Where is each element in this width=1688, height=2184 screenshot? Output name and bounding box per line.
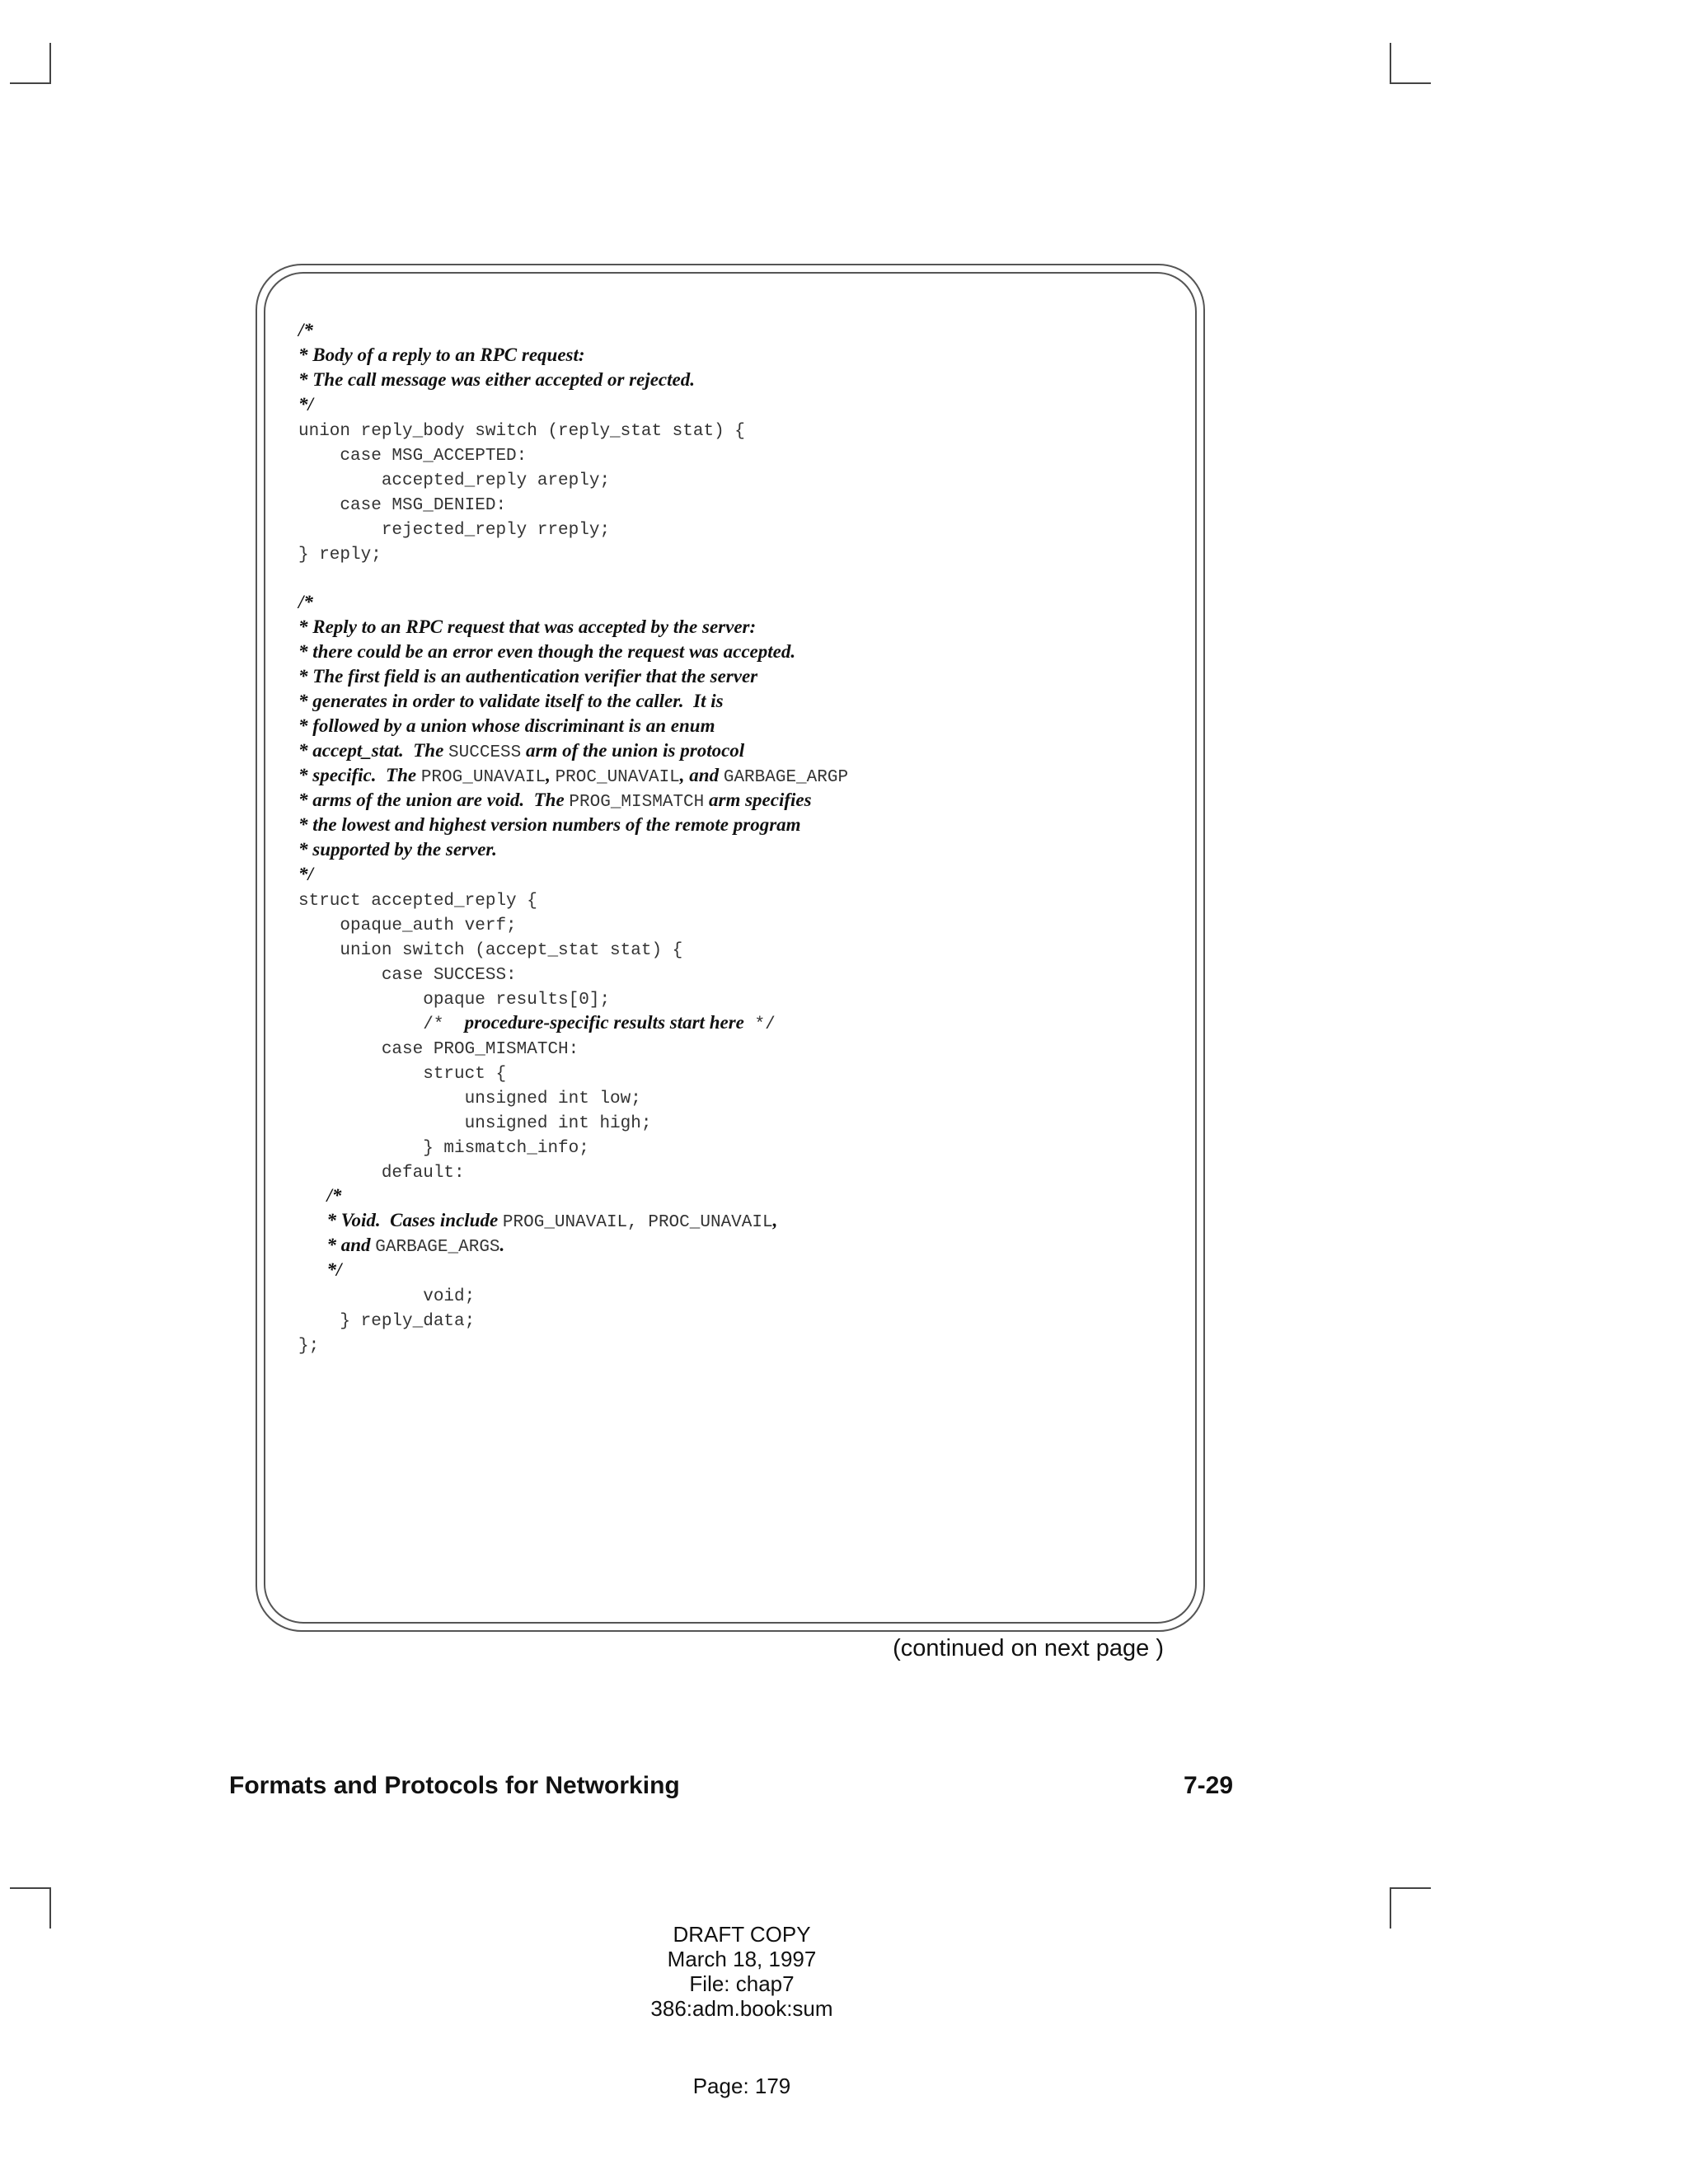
code-comment-text: */ — [298, 1259, 342, 1280]
code-line — [298, 466, 1172, 491]
code-line — [298, 1159, 1172, 1183]
code-line — [298, 1109, 1172, 1134]
code-line — [298, 738, 1172, 763]
crop-mark-bottom-left-vertical — [49, 1887, 51, 1929]
code-comment-text: * The first field is an authentication verifier that the server — [298, 666, 758, 687]
code-comment-text: . — [499, 1235, 505, 1255]
crop-mark-top-right-vertical — [1390, 43, 1391, 84]
code-line — [298, 1233, 1172, 1258]
crop-mark-bottom-right-vertical — [1390, 1887, 1391, 1929]
code-line — [298, 392, 1172, 417]
code-comment-text: /* — [298, 1185, 342, 1206]
code-text: struct { — [298, 1065, 507, 1084]
code-text: */ — [743, 1015, 776, 1034]
code-line — [298, 1010, 1172, 1035]
code-text: case SUCCESS: — [298, 966, 517, 985]
draft-file: File: chap7 — [689, 1971, 795, 1996]
code-line — [298, 640, 1172, 664]
draft-date: March 18, 1997 — [667, 1947, 817, 1971]
code-comment-text: , — [772, 1210, 778, 1230]
code-line — [298, 442, 1172, 466]
code-text: union reply_body switch (reply_stat stat) { — [298, 422, 745, 441]
draft-book-path: 386:adm.book:sum — [650, 1996, 833, 2021]
code-comment-text: * Void. Cases include — [298, 1210, 503, 1230]
code-line — [298, 714, 1172, 738]
code-line — [298, 1282, 1172, 1307]
code-line — [298, 788, 1172, 813]
continued-note: (continued on next page ) — [893, 1635, 1164, 1661]
code-line — [298, 516, 1172, 541]
code-comment-text: * generates in order to validate itself to the caller. It is — [298, 691, 724, 711]
code-comment-text: * accept_stat. The — [298, 740, 449, 761]
code-text: } reply_data; — [298, 1312, 476, 1331]
code-line — [298, 1085, 1172, 1109]
code-comment-text: /* — [298, 320, 313, 340]
code-line — [298, 1183, 1172, 1208]
code-line — [298, 664, 1172, 689]
code-comment-text: * supported by the server. — [298, 839, 497, 860]
code-comment-text: * followed by a union whose discriminant is an enum — [298, 715, 715, 736]
code-text: } mismatch_info; — [298, 1139, 589, 1158]
code-text: SUCCESS — [448, 743, 522, 762]
code-comment-text: * specific. The — [298, 765, 421, 785]
code-text: opaque results[0]; — [298, 991, 611, 1010]
code-text: unsigned int high; — [298, 1114, 652, 1133]
code-comment-text: * Body of a reply to an RPC request: — [298, 344, 585, 365]
code-text: GARBAGE_ARGP — [723, 768, 849, 787]
code-line — [298, 912, 1172, 936]
code-line — [298, 1208, 1172, 1233]
code-text: PROC_UNAVAIL — [555, 768, 680, 787]
code-text: case MSG_DENIED: — [298, 496, 507, 515]
crop-mark-bottom-right-horizontal — [1390, 1887, 1431, 1889]
code-text: union switch (accept_stat stat) { — [298, 941, 683, 960]
code-comment-text: * there could be an error even though the request was accepted. — [298, 641, 796, 662]
code-line — [298, 837, 1172, 862]
code-line — [298, 862, 1172, 887]
code-comment-text: /* — [298, 592, 313, 612]
code-line — [298, 565, 1172, 590]
code-comment-text: arm specifies — [704, 790, 812, 810]
code-text: } reply; — [298, 546, 382, 565]
code-text: case MSG_ACCEPTED: — [298, 447, 528, 466]
code-text: case PROG_MISMATCH: — [298, 1040, 579, 1059]
code-text: opaque_auth verf; — [298, 916, 517, 935]
code-line — [298, 986, 1172, 1010]
code-text: struct accepted_reply { — [298, 892, 537, 911]
code-text: PROG_UNAVAIL — [420, 768, 546, 787]
code-line — [298, 1258, 1172, 1282]
code-comment-text: procedure-specific results start here — [464, 1012, 744, 1033]
code-comment-text: * arms of the union are void. The — [298, 790, 570, 810]
code-line — [298, 1307, 1172, 1332]
code-text: }; — [298, 1337, 320, 1356]
code-line — [298, 590, 1172, 615]
code-text: default: — [298, 1164, 465, 1183]
code-comment-text: * and — [298, 1235, 376, 1255]
code-line — [298, 763, 1172, 788]
draft-copy-label: DRAFT COPY — [673, 1922, 811, 1947]
code-text: rejected_reply rreply; — [298, 521, 611, 540]
page-number: Page: 179 — [692, 2074, 791, 2098]
code-line — [298, 887, 1172, 912]
code-line — [298, 368, 1172, 392]
draft-copy-block — [577, 1922, 907, 2021]
code-comment-text: , and — [679, 765, 724, 785]
code-line — [298, 417, 1172, 442]
code-comment-text: */ — [298, 394, 313, 415]
code-line — [298, 615, 1172, 640]
code-line — [298, 491, 1172, 516]
footer-page-reference: 7-29 — [1183, 1772, 1233, 1799]
code-comment-text: arm of the union is protocol — [521, 740, 745, 761]
code-line — [298, 813, 1172, 837]
code-text: unsigned int low; — [298, 1090, 641, 1108]
code-comment-text: , — [546, 765, 556, 785]
code-line — [298, 541, 1172, 565]
code-text: PROG_MISMATCH — [569, 793, 705, 812]
code-comment-text: */ — [298, 864, 313, 884]
code-line — [298, 1332, 1172, 1357]
code-line — [298, 936, 1172, 961]
code-line — [298, 961, 1172, 986]
code-line — [298, 1035, 1172, 1060]
footer-chapter-title: Formats and Protocols for Networking — [229, 1772, 680, 1799]
code-text: accepted_reply areply; — [298, 471, 611, 490]
code-listing — [298, 318, 1172, 1357]
crop-mark-bottom-left-horizontal — [10, 1887, 51, 1889]
crop-mark-top-right-horizontal — [1390, 82, 1431, 84]
code-comment-text: * Reply to an RPC request that was accepted by the server: — [298, 616, 757, 637]
code-text: /* — [298, 1015, 465, 1034]
code-line — [298, 1060, 1172, 1085]
crop-mark-top-left-horizontal — [10, 82, 51, 84]
code-line — [298, 689, 1172, 714]
code-line — [298, 1134, 1172, 1159]
code-line — [298, 318, 1172, 343]
code-text: GARBAGE_ARGS — [375, 1238, 500, 1257]
crop-mark-top-left-vertical — [49, 43, 51, 84]
code-comment-text: * The call message was either accepted or rejected. — [298, 369, 695, 390]
code-text: void; — [298, 1287, 476, 1306]
code-line — [298, 343, 1172, 368]
code-text: PROG_UNAVAIL, PROC_UNAVAIL — [502, 1213, 773, 1232]
code-comment-text: * the lowest and highest version numbers of the remote program — [298, 814, 801, 835]
